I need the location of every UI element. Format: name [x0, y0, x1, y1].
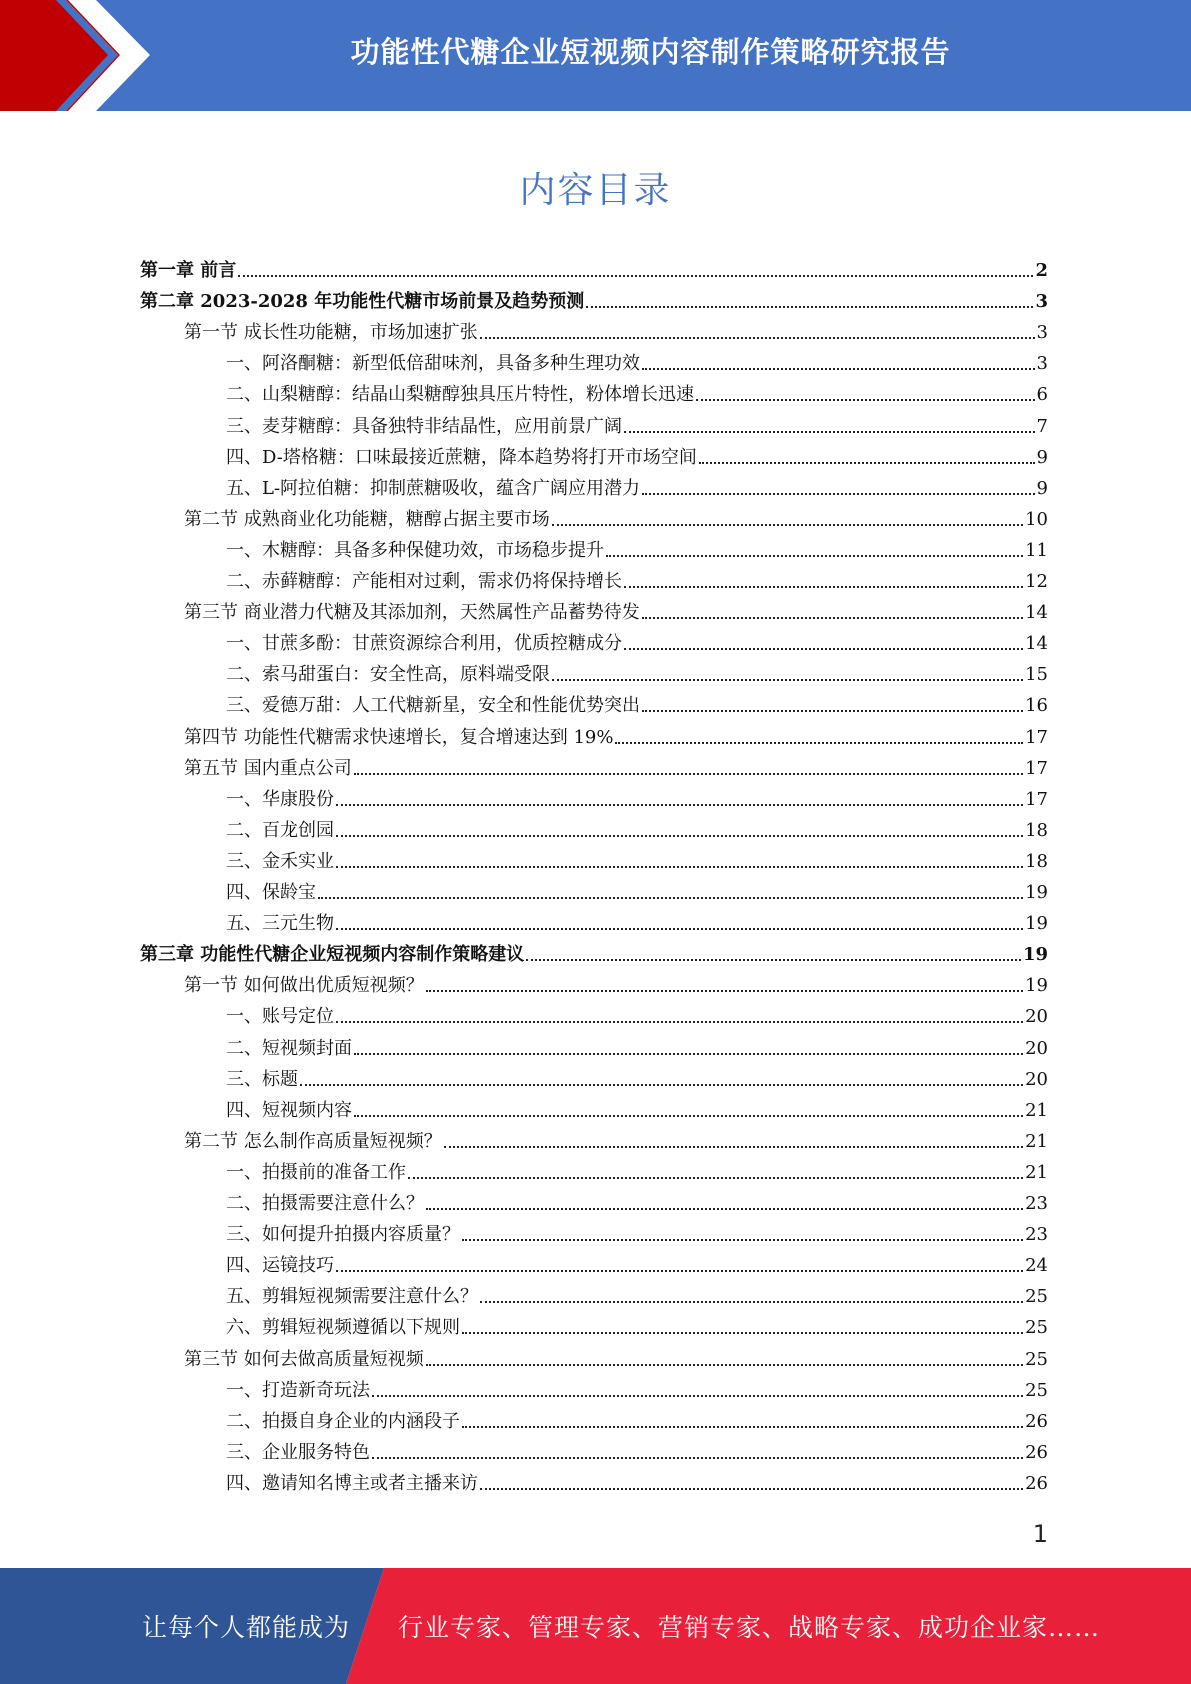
- toc-dot-leader: [336, 834, 1023, 837]
- toc-dot-leader: [336, 803, 1023, 806]
- toc-entry[interactable]: [140, 504, 1048, 535]
- toc-dot-leader: [426, 1363, 1023, 1366]
- toc-entry-page: 25: [1025, 1379, 1048, 1401]
- toc-entry-page: 23: [1025, 1224, 1048, 1246]
- toc-entry[interactable]: [140, 1250, 1048, 1281]
- toc-dot-leader: [699, 461, 1035, 464]
- toc-entry-page: 3: [1036, 353, 1048, 375]
- toc-dot-leader: [408, 1176, 1023, 1179]
- toc-entry[interactable]: [140, 846, 1048, 877]
- toc-entry-label: 六、剪辑短视频遵循以下规则: [226, 1317, 460, 1339]
- toc-entry-page: 20: [1025, 1006, 1048, 1028]
- toc-heading: 内容目录: [519, 170, 672, 211]
- toc-entry[interactable]: [140, 442, 1048, 473]
- toc-dot-leader: [480, 1300, 1023, 1303]
- toc-entry[interactable]: [140, 1344, 1048, 1375]
- toc-entry[interactable]: [140, 722, 1048, 753]
- toc-entry-page: 20: [1025, 1037, 1048, 1059]
- toc-entry[interactable]: [140, 317, 1048, 348]
- toc-entry-label: 四、短视频内容: [226, 1099, 352, 1121]
- toc-entry-label: 二、百龙创园: [226, 819, 334, 841]
- page-number: 1: [1032, 1520, 1048, 1548]
- toc-entry-label: 第一节 如何做出优质短视频？: [184, 975, 424, 997]
- toc-entry-label: 一、木糖醇：具备多种保健功效，市场稳步提升: [226, 539, 604, 561]
- toc-entry[interactable]: [140, 1188, 1048, 1219]
- toc-entry-label: 第三节 商业潜力代糖及其添加剂，天然属性产品蓄势待发: [184, 602, 640, 624]
- toc-entry[interactable]: [140, 379, 1048, 410]
- toc-entry-label: 三、如何提升拍摄内容质量？: [226, 1224, 460, 1246]
- toc-entry-page: 19: [1025, 882, 1048, 903]
- toc-entry-page: 3: [1036, 322, 1048, 344]
- toc-entry-page: 23: [1025, 1193, 1048, 1214]
- toc-entry-page: 19: [1025, 913, 1048, 935]
- toc-dot-leader: [354, 1052, 1023, 1055]
- footer-slogan-left: 让每个人都能成为: [142, 1613, 351, 1642]
- toc-entry-label: 第二章 2023-2028 年功能性代糖市场前景及趋势预测: [140, 291, 585, 313]
- toc-entry-page: 14: [1025, 633, 1048, 655]
- toc-entry-page: 17: [1025, 726, 1048, 748]
- toc-entry-page: 21: [1025, 1099, 1048, 1121]
- toc-entry[interactable]: [140, 1064, 1048, 1095]
- toc-dot-leader: [444, 1145, 1023, 1148]
- toc-dot-leader: [642, 492, 1035, 495]
- toc-entry-label: 一、拍摄前的准备工作: [226, 1161, 406, 1183]
- toc-dot-leader: [526, 958, 1021, 961]
- toc-entry-label: 第一节 成长性功能糖，市场加速扩张: [184, 322, 478, 344]
- toc-entry-label: 第三节 如何去做高质量短视频: [184, 1348, 424, 1370]
- toc-entry[interactable]: [140, 1375, 1048, 1406]
- toc-entry-label: 五、剪辑短视频需要注意什么？: [226, 1286, 478, 1308]
- toc-entry-label: 三、标题: [226, 1068, 298, 1090]
- report-title: 功能性代糖企业短视频内容制作策略研究报告: [350, 34, 951, 69]
- toc-dot-leader: [372, 1456, 1023, 1459]
- toc-entry-label: 二、山梨糖醇：结晶山梨糖醇独具压片特性，粉体增长迅速: [226, 384, 694, 406]
- toc-entry[interactable]: [140, 815, 1048, 846]
- toc-dot-leader: [336, 865, 1023, 868]
- toc-entry-page: 19: [1022, 944, 1048, 966]
- toc-entry[interactable]: [140, 877, 1048, 908]
- toc-entry-page: 21: [1025, 1161, 1048, 1183]
- toc-entry[interactable]: [140, 1219, 1048, 1250]
- toc-entry-page: 17: [1025, 788, 1048, 810]
- toc-entry[interactable]: [140, 566, 1048, 597]
- toc-entry-page: 26: [1025, 1441, 1048, 1463]
- toc-entry[interactable]: [140, 1468, 1048, 1499]
- toc-dot-leader: [354, 1114, 1023, 1117]
- toc-entry-page: 9: [1036, 446, 1048, 468]
- toc-entry[interactable]: [140, 1001, 1048, 1032]
- footer-slogan-right: 行业专家、管理专家、营销专家、战略专家、成功企业家……: [398, 1613, 1101, 1642]
- toc-entry-page: 6: [1036, 384, 1048, 406]
- toc-entry-label: 四、保龄宝: [226, 882, 316, 903]
- toc-dot-leader: [462, 1238, 1023, 1241]
- toc-entry-label: 第四节 功能性代糖需求快速增长，复合增速达到 19%: [184, 726, 614, 748]
- toc-entry-label: 一、甘蔗多酚：甘蔗资源综合利用，优质控糖成分: [226, 633, 622, 655]
- toc-entry-page: 25: [1025, 1348, 1048, 1370]
- toc-entry-label: 一、打造新奇玩法: [226, 1379, 370, 1401]
- toc-dot-leader: [336, 927, 1023, 930]
- toc-entry[interactable]: [140, 939, 1048, 970]
- toc-entry-label: 一、阿洛酮糖：新型低倍甜味剂，具备多种生理功效: [226, 353, 640, 375]
- toc-entry[interactable]: [140, 286, 1048, 317]
- toc-entry-page: 25: [1025, 1317, 1048, 1339]
- toc-entry-page: 16: [1025, 695, 1048, 717]
- toc-entry-label: 三、金禾实业: [226, 850, 334, 872]
- toc-dot-leader: [372, 1394, 1023, 1397]
- toc-entry[interactable]: [140, 1033, 1048, 1064]
- toc-dot-leader: [642, 367, 1035, 370]
- toc-entry[interactable]: [140, 1095, 1048, 1126]
- toc-entry-label: 四、邀请知名博主或者主播来访: [226, 1472, 478, 1494]
- toc-entry-label: 二、拍摄自身企业的内涵段子: [226, 1410, 460, 1432]
- toc-entry-label: 四、D-塔格糖：口味最接近蔗糖，降本趋势将打开市场空间: [226, 446, 697, 468]
- toc-dot-leader: [615, 741, 1023, 744]
- toc-entry-page: 26: [1025, 1410, 1048, 1432]
- toc-entry-label: 四、运镜技巧: [226, 1255, 334, 1277]
- toc-entry-label: 二、短视频封面: [226, 1037, 352, 1059]
- toc-entry-label: 第五节 国内重点公司: [184, 757, 352, 779]
- toc-entry-page: 2: [1035, 260, 1048, 281]
- toc-entry-page: 9: [1036, 477, 1048, 499]
- toc-entry-label: 一、账号定位: [226, 1006, 334, 1028]
- toc-entry-page: 15: [1025, 664, 1048, 686]
- toc-dot-leader: [552, 678, 1023, 681]
- toc-entry[interactable]: [140, 255, 1048, 286]
- toc-entry-label: 第二节 成熟商业化功能糖，糖醇占据主要市场: [184, 508, 550, 530]
- toc-entry[interactable]: [140, 1157, 1048, 1188]
- toc-entry-page: 3: [1035, 291, 1048, 313]
- toc-dot-leader: [426, 989, 1023, 992]
- toc-entry[interactable]: [140, 659, 1048, 690]
- toc-entry[interactable]: [140, 473, 1048, 504]
- toc-entry-page: 18: [1025, 819, 1048, 841]
- toc-dot-leader: [462, 1425, 1023, 1428]
- toc-dot-leader: [300, 1083, 1023, 1086]
- footer-banner: [0, 1568, 1191, 1684]
- toc-entry[interactable]: [140, 1437, 1048, 1468]
- toc-dot-leader: [336, 1020, 1023, 1023]
- toc-dot-leader: [318, 896, 1023, 899]
- toc-entry[interactable]: [140, 1406, 1048, 1437]
- toc-dot-leader: [238, 274, 1033, 277]
- toc-dot-leader: [462, 1331, 1023, 1334]
- toc-entry-page: 25: [1025, 1286, 1048, 1308]
- toc-entry-page: 21: [1025, 1130, 1048, 1152]
- toc-entry-label: 五、L-阿拉伯糖：抑制蔗糖吸收，蕴含广阔应用潜力: [226, 477, 641, 499]
- toc-entry-label: 三、爱德万甜：人工代糖新星，安全和性能优势突出: [226, 695, 640, 717]
- toc-entry-label: 第一章 前言: [140, 260, 237, 281]
- toc-entry-page: 11: [1025, 539, 1048, 561]
- toc-entry[interactable]: [140, 411, 1048, 442]
- toc-dot-leader: [624, 430, 1035, 433]
- toc-entry-page: 17: [1025, 757, 1048, 779]
- toc-entry-label: 二、索马甜蛋白：安全性高，原料端受限: [226, 664, 550, 686]
- toc-entry-page: 14: [1025, 602, 1048, 624]
- toc-dot-leader: [426, 1207, 1023, 1210]
- toc-entry[interactable]: [140, 784, 1048, 815]
- header-banner: [0, 0, 1191, 111]
- toc-entry[interactable]: [140, 628, 1048, 659]
- toc-entry[interactable]: [140, 970, 1048, 1001]
- toc-dot-leader: [642, 616, 1023, 619]
- toc-entry-page: 18: [1025, 850, 1048, 872]
- toc-dot-leader: [586, 305, 1033, 308]
- toc-entry[interactable]: [140, 908, 1048, 939]
- toc-entry[interactable]: [140, 535, 1048, 566]
- toc-entry-page: 7: [1036, 415, 1048, 437]
- toc-entry-page: 12: [1025, 571, 1048, 592]
- toc-entry[interactable]: [140, 1126, 1048, 1157]
- toc-entry-label: 三、麦芽糖醇：具备独特非结晶性，应用前景广阔: [226, 415, 622, 437]
- toc-dot-leader: [336, 1269, 1023, 1272]
- toc-entry-label: 二、拍摄需要注意什么？: [226, 1193, 424, 1214]
- toc-entry[interactable]: [140, 1312, 1048, 1343]
- toc-dot-leader: [624, 585, 1023, 588]
- toc-dot-leader: [642, 709, 1023, 712]
- toc-entry-label: 一、华康股份: [226, 788, 334, 810]
- toc-entry-label: 五、三元生物: [226, 913, 334, 935]
- toc-entry-page: 26: [1025, 1472, 1048, 1494]
- toc-dot-leader: [480, 1487, 1023, 1490]
- toc-entry[interactable]: [140, 753, 1048, 784]
- toc-dot-leader: [624, 647, 1023, 650]
- toc-entry-label: 三、企业服务特色: [226, 1441, 370, 1463]
- toc-entry-page: 19: [1025, 975, 1048, 997]
- toc-dot-leader: [552, 523, 1023, 526]
- toc-entry[interactable]: [140, 1281, 1048, 1312]
- toc-entry-label: 第二节 怎么制作高质量短视频？: [184, 1130, 442, 1152]
- toc-entry-page: 24: [1025, 1255, 1048, 1277]
- toc-dot-leader: [606, 554, 1023, 557]
- toc-dot-leader: [480, 336, 1035, 339]
- toc-dot-leader: [696, 398, 1035, 401]
- toc-entry[interactable]: [140, 597, 1048, 628]
- toc-entry[interactable]: [140, 348, 1048, 379]
- toc-entry-page: 20: [1025, 1068, 1048, 1090]
- toc-entry-label: 第三章 功能性代糖企业短视频内容制作策略建议: [140, 944, 525, 966]
- toc-dot-leader: [354, 772, 1023, 775]
- toc-entry-page: 10: [1025, 508, 1048, 530]
- toc-entry[interactable]: [140, 690, 1048, 721]
- toc-entry-label: 二、赤藓糖醇：产能相对过剩，需求仍将保持增长: [226, 571, 622, 592]
